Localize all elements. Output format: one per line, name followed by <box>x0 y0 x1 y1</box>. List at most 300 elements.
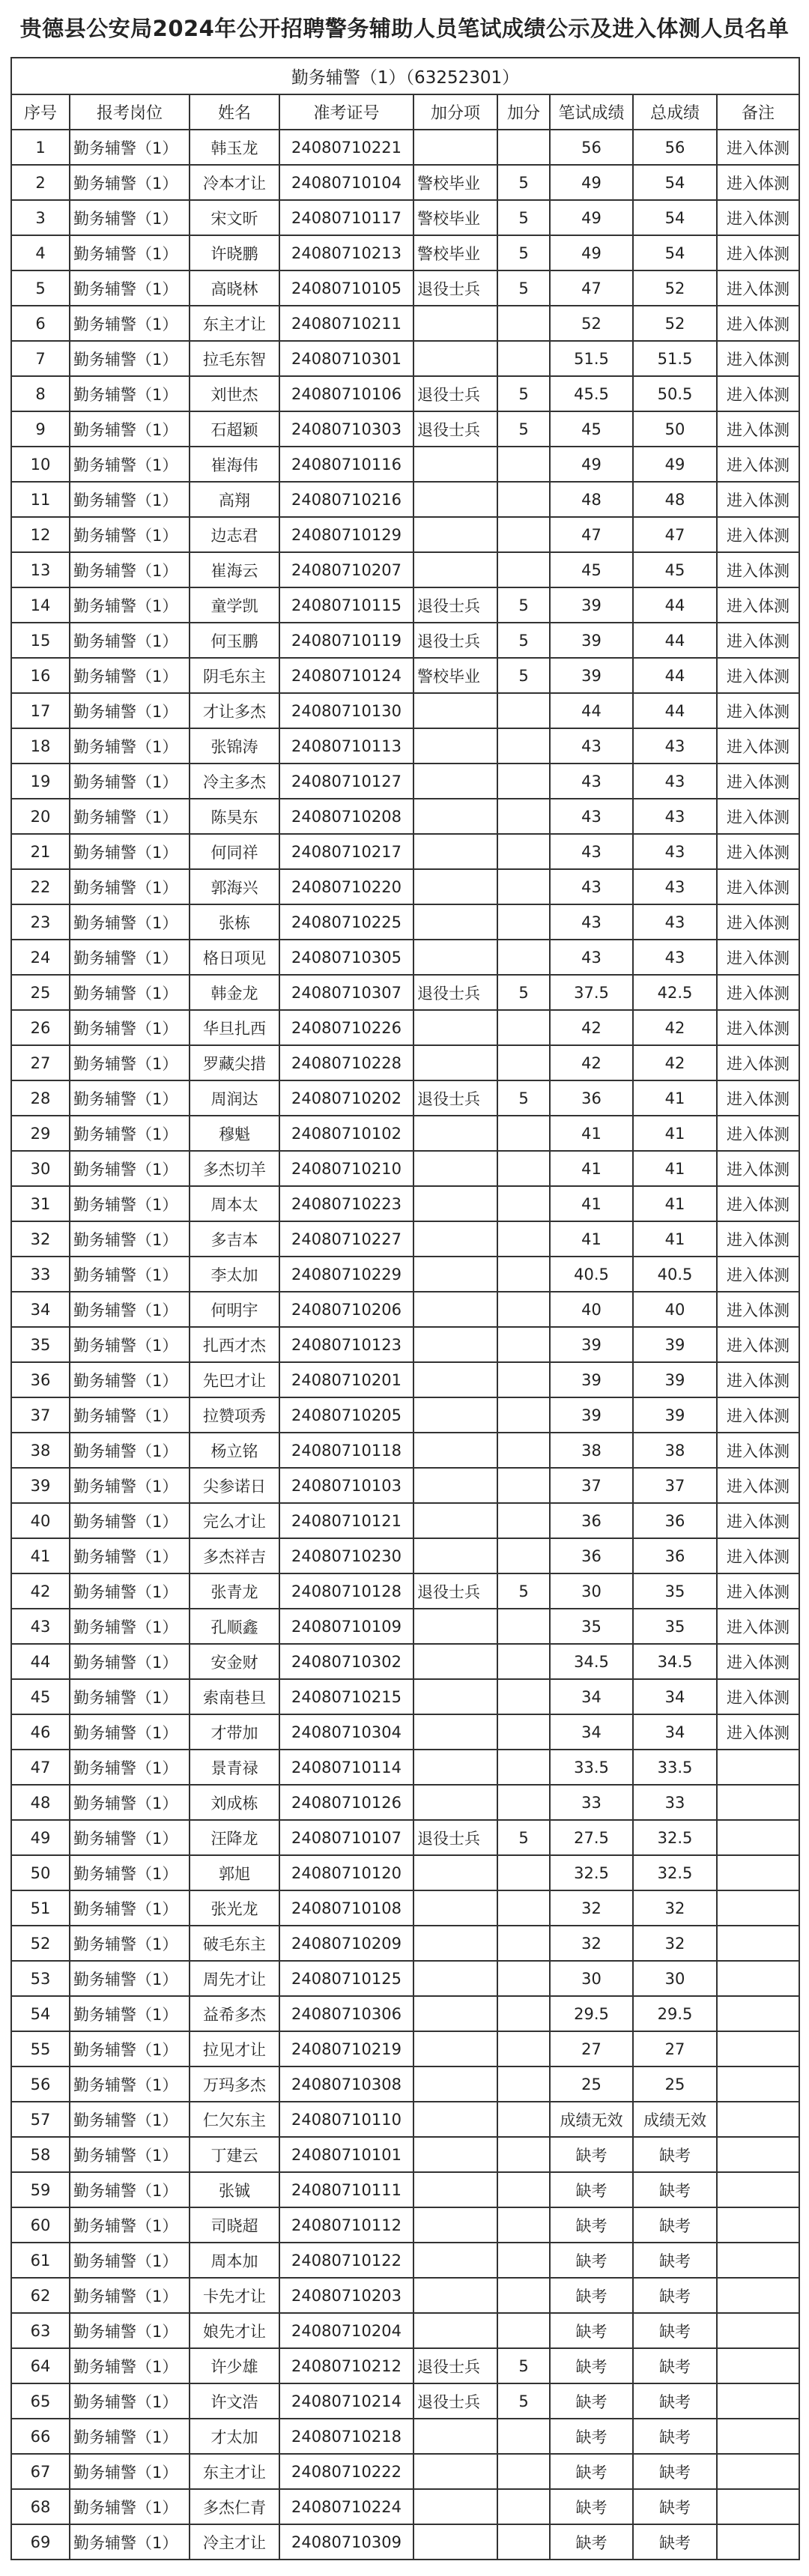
cell-position: 勤务辅警（1） <box>70 1362 190 1397</box>
cell-total-score: 44 <box>633 693 717 728</box>
cell-total-score: 38 <box>633 1433 717 1468</box>
cell-position: 勤务辅警（1） <box>70 2207 190 2243</box>
cell-exam-id: 24080710225 <box>279 904 413 940</box>
cell-bonus-points <box>497 2102 550 2137</box>
cell-written-score: 40.5 <box>550 1257 633 1292</box>
cell-position: 勤务辅警（1） <box>70 1397 190 1433</box>
cell-bonus-points <box>497 1151 550 1186</box>
cell-bonus-points <box>497 2489 550 2524</box>
cell-position: 勤务辅警（1） <box>70 2172 190 2207</box>
cell-number: 32 <box>11 1221 70 1257</box>
cell-written-score: 56 <box>550 130 633 165</box>
table-row <box>11 2172 799 2207</box>
cell-total-score: 54 <box>633 165 717 200</box>
cell-position: 勤务辅警（1） <box>70 1538 190 1573</box>
cell-bonus-points <box>497 2454 550 2489</box>
table-row <box>11 482 799 517</box>
cell-total-score: 41 <box>633 1151 717 1186</box>
cell-remark: 进入体测 <box>717 1679 799 1714</box>
table-subtitle-row <box>11 58 799 94</box>
cell-written-score: 38 <box>550 1433 633 1468</box>
cell-total-score: 39 <box>633 1327 717 1362</box>
cell-position: 勤务辅警（1） <box>70 1292 190 1327</box>
cell-remark: 进入体测 <box>717 728 799 764</box>
cell-remark: 进入体测 <box>717 1573 799 1609</box>
cell-number: 39 <box>11 1468 70 1503</box>
cell-exam-id: 24080710204 <box>279 2313 413 2348</box>
cell-bonus-item <box>413 2207 497 2243</box>
cell-total-score: 缺考 <box>633 2348 717 2383</box>
cell-name: 拉见才让 <box>190 2031 279 2066</box>
table-row <box>11 1996 799 2031</box>
cell-name: 多杰祥吉 <box>190 1538 279 1573</box>
cell-written-score: 39 <box>550 623 633 658</box>
cell-written-score: 49 <box>550 165 633 200</box>
cell-total-score: 29.5 <box>633 1996 717 2031</box>
cell-name: 冷主才让 <box>190 2524 279 2560</box>
cell-written-score: 40 <box>550 1292 633 1327</box>
cell-written-score: 缺考 <box>550 2419 633 2454</box>
cell-written-score: 36 <box>550 1503 633 1538</box>
cell-number: 46 <box>11 1714 70 1750</box>
cell-exam-id: 24080710114 <box>279 1750 413 1785</box>
cell-remark <box>717 1926 799 1961</box>
cell-number: 60 <box>11 2207 70 2243</box>
table-row <box>11 1362 799 1397</box>
cell-remark: 进入体测 <box>717 1010 799 1045</box>
cell-name: 娘先才让 <box>190 2313 279 2348</box>
table-row <box>11 1714 799 1750</box>
cell-written-score: 43 <box>550 799 633 834</box>
cell-exam-id: 24080710308 <box>279 2066 413 2102</box>
cell-bonus-item <box>413 1609 497 1644</box>
cell-name: 何明宇 <box>190 1292 279 1327</box>
cell-name: 张栋 <box>190 904 279 940</box>
cell-bonus-item <box>413 1151 497 1186</box>
cell-name: 石超颖 <box>190 411 279 447</box>
table-row <box>11 2489 799 2524</box>
cell-number: 66 <box>11 2419 70 2454</box>
cell-total-score: 40.5 <box>633 1257 717 1292</box>
cell-total-score: 45 <box>633 552 717 587</box>
cell-number: 47 <box>11 1750 70 1785</box>
cell-number: 27 <box>11 1045 70 1080</box>
cell-number: 63 <box>11 2313 70 2348</box>
cell-position: 勤务辅警（1） <box>70 1433 190 1468</box>
cell-name: 宋文昕 <box>190 200 279 235</box>
cell-number: 62 <box>11 2278 70 2313</box>
cell-bonus-points <box>497 1961 550 1996</box>
cell-bonus-item: 退役士兵 <box>413 2383 497 2419</box>
cell-exam-id: 24080710226 <box>279 1010 413 1045</box>
cell-written-score: 缺考 <box>550 2348 633 2383</box>
cell-written-score: 30 <box>550 1961 633 1996</box>
cell-bonus-points <box>497 2066 550 2102</box>
cell-written-score: 34 <box>550 1714 633 1750</box>
cell-remark <box>717 2278 799 2313</box>
cell-exam-id: 24080710119 <box>279 623 413 658</box>
cell-remark: 进入体测 <box>717 834 799 869</box>
cell-remark: 进入体测 <box>717 165 799 200</box>
table-row <box>11 1750 799 1785</box>
cell-name: 多杰仁青 <box>190 2489 279 2524</box>
table-row <box>11 1926 799 1961</box>
cell-bonus-item <box>413 1362 497 1397</box>
cell-bonus-item: 退役士兵 <box>413 376 497 411</box>
cell-name: 何玉鹏 <box>190 623 279 658</box>
cell-written-score: 缺考 <box>550 2137 633 2172</box>
cell-bonus-points <box>497 2278 550 2313</box>
cell-bonus-item <box>413 2524 497 2560</box>
cell-name: 高翔 <box>190 482 279 517</box>
cell-exam-id: 24080710303 <box>279 411 413 447</box>
cell-exam-id: 24080710217 <box>279 834 413 869</box>
cell-number: 7 <box>11 341 70 376</box>
cell-bonus-points <box>497 799 550 834</box>
cell-bonus-points <box>497 1221 550 1257</box>
cell-written-score: 45.5 <box>550 376 633 411</box>
cell-bonus-points <box>497 482 550 517</box>
cell-exam-id: 24080710121 <box>279 1503 413 1538</box>
table-row <box>11 2137 799 2172</box>
cell-number: 3 <box>11 200 70 235</box>
cell-remark: 进入体测 <box>717 1538 799 1573</box>
cell-name: 破毛东主 <box>190 1926 279 1961</box>
cell-remark <box>717 2419 799 2454</box>
cell-exam-id: 24080710213 <box>279 235 413 270</box>
table-row <box>11 1468 799 1503</box>
cell-total-score: 43 <box>633 799 717 834</box>
cell-total-score: 50.5 <box>633 376 717 411</box>
cell-written-score: 缺考 <box>550 2278 633 2313</box>
cell-number: 31 <box>11 1186 70 1221</box>
cell-number: 24 <box>11 940 70 975</box>
cell-bonus-item <box>413 834 497 869</box>
cell-remark <box>717 1785 799 1820</box>
cell-bonus-item <box>413 1397 497 1433</box>
cell-written-score: 缺考 <box>550 2313 633 2348</box>
cell-position: 勤务辅警（1） <box>70 2313 190 2348</box>
cell-remark: 进入体测 <box>717 1644 799 1679</box>
cell-name: 周润达 <box>190 1080 279 1116</box>
cell-number: 37 <box>11 1397 70 1433</box>
cell-name: 多吉本 <box>190 1221 279 1257</box>
cell-written-score: 41 <box>550 1151 633 1186</box>
cell-remark: 进入体测 <box>717 764 799 799</box>
cell-position: 勤务辅警（1） <box>70 1890 190 1926</box>
cell-bonus-points <box>497 940 550 975</box>
cell-position: 勤务辅警（1） <box>70 2348 190 2383</box>
cell-bonus-item: 退役士兵 <box>413 1080 497 1116</box>
cell-name: 完么才让 <box>190 1503 279 1538</box>
table-row <box>11 658 799 693</box>
cell-bonus-points <box>497 1679 550 1714</box>
cell-exam-id: 24080710117 <box>279 200 413 235</box>
table-row <box>11 869 799 904</box>
cell-exam-id: 24080710110 <box>279 2102 413 2137</box>
cell-remark: 进入体测 <box>717 1609 799 1644</box>
cell-bonus-points <box>497 1433 550 1468</box>
cell-number: 5 <box>11 270 70 306</box>
cell-bonus-points <box>497 2524 550 2560</box>
table-row <box>11 552 799 587</box>
cell-name: 安金财 <box>190 1644 279 1679</box>
cell-position: 勤务辅警（1） <box>70 1714 190 1750</box>
cell-exam-id: 24080710221 <box>279 130 413 165</box>
cell-written-score: 43 <box>550 869 633 904</box>
cell-exam-id: 24080710128 <box>279 1573 413 1609</box>
cell-total-score: 51.5 <box>633 341 717 376</box>
cell-number: 33 <box>11 1257 70 1292</box>
cell-bonus-points: 5 <box>497 165 550 200</box>
table-row <box>11 1045 799 1080</box>
cell-bonus-item: 退役士兵 <box>413 1573 497 1609</box>
cell-name: 韩玉龙 <box>190 130 279 165</box>
cell-remark <box>717 2348 799 2383</box>
cell-number: 56 <box>11 2066 70 2102</box>
cell-position: 勤务辅警（1） <box>70 235 190 270</box>
cell-bonus-item <box>413 2313 497 2348</box>
table-row <box>11 1644 799 1679</box>
cell-total-score: 56 <box>633 130 717 165</box>
cell-written-score: 43 <box>550 904 633 940</box>
header-remark: 备注 <box>717 94 799 130</box>
cell-bonus-points <box>497 1855 550 1890</box>
cell-name: 景青禄 <box>190 1750 279 1785</box>
cell-bonus-points <box>497 1257 550 1292</box>
cell-name: 许少雄 <box>190 2348 279 2383</box>
cell-name: 许晓鹏 <box>190 235 279 270</box>
cell-position: 勤务辅警（1） <box>70 1468 190 1503</box>
cell-name: 何同祥 <box>190 834 279 869</box>
cell-written-score: 47 <box>550 270 633 306</box>
cell-number: 20 <box>11 799 70 834</box>
cell-remark: 进入体测 <box>717 623 799 658</box>
cell-number: 61 <box>11 2243 70 2278</box>
cell-exam-id: 24080710212 <box>279 2348 413 2383</box>
cell-bonus-points: 5 <box>497 658 550 693</box>
cell-bonus-item: 退役士兵 <box>413 411 497 447</box>
cell-written-score: 39 <box>550 1327 633 1362</box>
cell-name: 张锦涛 <box>190 728 279 764</box>
cell-position: 勤务辅警（1） <box>70 200 190 235</box>
cell-bonus-points <box>497 2207 550 2243</box>
table-row <box>11 587 799 623</box>
cell-exam-id: 24080710113 <box>279 728 413 764</box>
cell-bonus-points <box>497 1609 550 1644</box>
cell-number: 65 <box>11 2383 70 2419</box>
cell-position: 勤务辅警（1） <box>70 552 190 587</box>
table-row <box>11 2102 799 2137</box>
cell-total-score: 34.5 <box>633 1644 717 1679</box>
cell-exam-id: 24080710127 <box>279 764 413 799</box>
cell-position: 勤务辅警（1） <box>70 1855 190 1890</box>
cell-position: 勤务辅警（1） <box>70 2524 190 2560</box>
cell-number: 55 <box>11 2031 70 2066</box>
cell-number: 57 <box>11 2102 70 2137</box>
cell-name: 周先才让 <box>190 1961 279 1996</box>
cell-name: 司晓超 <box>190 2207 279 2243</box>
cell-bonus-points <box>497 1714 550 1750</box>
cell-exam-id: 24080710104 <box>279 165 413 200</box>
cell-remark: 进入体测 <box>717 1397 799 1433</box>
cell-remark: 进入体测 <box>717 482 799 517</box>
table-row <box>11 2383 799 2419</box>
cell-number: 8 <box>11 376 70 411</box>
cell-exam-id: 24080710215 <box>279 1679 413 1714</box>
cell-total-score: 32 <box>633 1890 717 1926</box>
cell-total-score: 52 <box>633 306 717 341</box>
table-row <box>11 2207 799 2243</box>
cell-name: 汪降龙 <box>190 1820 279 1855</box>
cell-remark: 进入体测 <box>717 517 799 552</box>
cell-name: 罗藏尖措 <box>190 1045 279 1080</box>
cell-total-score: 40 <box>633 1292 717 1327</box>
cell-total-score: 缺考 <box>633 2524 717 2560</box>
table-row <box>11 799 799 834</box>
cell-number: 48 <box>11 1785 70 1820</box>
cell-name: 韩金龙 <box>190 975 279 1010</box>
cell-bonus-item <box>413 552 497 587</box>
cell-position: 勤务辅警（1） <box>70 834 190 869</box>
cell-bonus-points <box>497 1292 550 1327</box>
cell-position: 勤务辅警（1） <box>70 1010 190 1045</box>
cell-name: 格日项见 <box>190 940 279 975</box>
cell-remark: 进入体测 <box>717 1186 799 1221</box>
cell-bonus-points: 5 <box>497 270 550 306</box>
cell-total-score: 33 <box>633 1785 717 1820</box>
cell-total-score: 缺考 <box>633 2207 717 2243</box>
cell-bonus-item <box>413 1750 497 1785</box>
cell-bonus-item <box>413 1221 497 1257</box>
cell-number: 17 <box>11 693 70 728</box>
cell-bonus-item <box>413 1926 497 1961</box>
cell-name: 尖参诺日 <box>190 1468 279 1503</box>
cell-remark: 进入体测 <box>717 1503 799 1538</box>
cell-bonus-item <box>413 1996 497 2031</box>
cell-exam-id: 24080710201 <box>279 1362 413 1397</box>
cell-position: 勤务辅警（1） <box>70 2383 190 2419</box>
table-row <box>11 1679 799 1714</box>
cell-total-score: 34 <box>633 1679 717 1714</box>
cell-remark: 进入体测 <box>717 1151 799 1186</box>
table-row <box>11 940 799 975</box>
cell-total-score: 37 <box>633 1468 717 1503</box>
cell-remark: 进入体测 <box>717 587 799 623</box>
cell-exam-id: 24080710129 <box>279 517 413 552</box>
cell-position: 勤务辅警（1） <box>70 1186 190 1221</box>
cell-exam-id: 24080710220 <box>279 869 413 904</box>
cell-bonus-points <box>497 306 550 341</box>
cell-name: 索南巷旦 <box>190 1679 279 1714</box>
cell-exam-id: 24080710218 <box>279 2419 413 2454</box>
cell-bonus-item: 退役士兵 <box>413 975 497 1010</box>
table-row <box>11 1257 799 1292</box>
cell-written-score: 41 <box>550 1221 633 1257</box>
cell-written-score: 25 <box>550 2066 633 2102</box>
cell-total-score: 44 <box>633 658 717 693</box>
table-row <box>11 1221 799 1257</box>
table-row <box>11 1538 799 1573</box>
cell-bonus-points <box>497 2313 550 2348</box>
header-row <box>11 94 799 130</box>
cell-bonus-points <box>497 1644 550 1679</box>
cell-exam-id: 24080710210 <box>279 1151 413 1186</box>
cell-name: 杨立铭 <box>190 1433 279 1468</box>
table-row <box>11 200 799 235</box>
cell-bonus-points <box>497 764 550 799</box>
cell-bonus-points: 5 <box>497 1080 550 1116</box>
cell-number: 23 <box>11 904 70 940</box>
cell-bonus-item <box>413 1714 497 1750</box>
cell-name: 张光龙 <box>190 1890 279 1926</box>
cell-position: 勤务辅警（1） <box>70 940 190 975</box>
cell-remark <box>717 1890 799 1926</box>
cell-written-score: 42 <box>550 1045 633 1080</box>
cell-position: 勤务辅警（1） <box>70 270 190 306</box>
cell-total-score: 50 <box>633 411 717 447</box>
cell-name: 万玛多杰 <box>190 2066 279 2102</box>
table-row <box>11 2066 799 2102</box>
table-row <box>11 1573 799 1609</box>
cell-position: 勤务辅警（1） <box>70 799 190 834</box>
cell-total-score: 缺考 <box>633 2278 717 2313</box>
cell-number: 14 <box>11 587 70 623</box>
cell-remark <box>717 2524 799 2560</box>
cell-total-score: 缺考 <box>633 2489 717 2524</box>
header-bonus-item: 加分项 <box>413 94 497 130</box>
cell-exam-id: 24080710122 <box>279 2243 413 2278</box>
cell-total-score: 缺考 <box>633 2383 717 2419</box>
cell-remark <box>717 2066 799 2102</box>
cell-remark: 进入体测 <box>717 1045 799 1080</box>
cell-bonus-points: 5 <box>497 2348 550 2383</box>
cell-total-score: 30 <box>633 1961 717 1996</box>
cell-exam-id: 24080710123 <box>279 1327 413 1362</box>
cell-total-score: 27 <box>633 2031 717 2066</box>
cell-bonus-item <box>413 1855 497 1890</box>
table-row <box>11 1010 799 1045</box>
cell-written-score: 29.5 <box>550 1996 633 2031</box>
cell-bonus-points <box>497 1010 550 1045</box>
cell-position: 勤务辅警（1） <box>70 1609 190 1644</box>
cell-exam-id: 24080710214 <box>279 2383 413 2419</box>
cell-name: 高晓林 <box>190 270 279 306</box>
cell-exam-id: 24080710205 <box>279 1397 413 1433</box>
cell-bonus-item <box>413 2278 497 2313</box>
cell-name: 拉毛东智 <box>190 341 279 376</box>
cell-total-score: 35 <box>633 1573 717 1609</box>
cell-number: 41 <box>11 1538 70 1573</box>
cell-name: 才带加 <box>190 1714 279 1750</box>
cell-remark: 进入体测 <box>717 411 799 447</box>
cell-bonus-points: 5 <box>497 376 550 411</box>
cell-total-score: 41 <box>633 1186 717 1221</box>
header-name: 姓名 <box>190 94 279 130</box>
table-row <box>11 130 799 165</box>
results-table <box>10 57 800 2560</box>
cell-bonus-points <box>497 1362 550 1397</box>
cell-position: 勤务辅警（1） <box>70 658 190 693</box>
cell-remark: 进入体测 <box>717 270 799 306</box>
cell-exam-id: 24080710224 <box>279 2489 413 2524</box>
cell-remark: 进入体测 <box>717 200 799 235</box>
cell-bonus-item: 警校毕业 <box>413 165 497 200</box>
table-row <box>11 306 799 341</box>
cell-written-score: 43 <box>550 728 633 764</box>
cell-position: 勤务辅警（1） <box>70 165 190 200</box>
cell-remark <box>717 2207 799 2243</box>
